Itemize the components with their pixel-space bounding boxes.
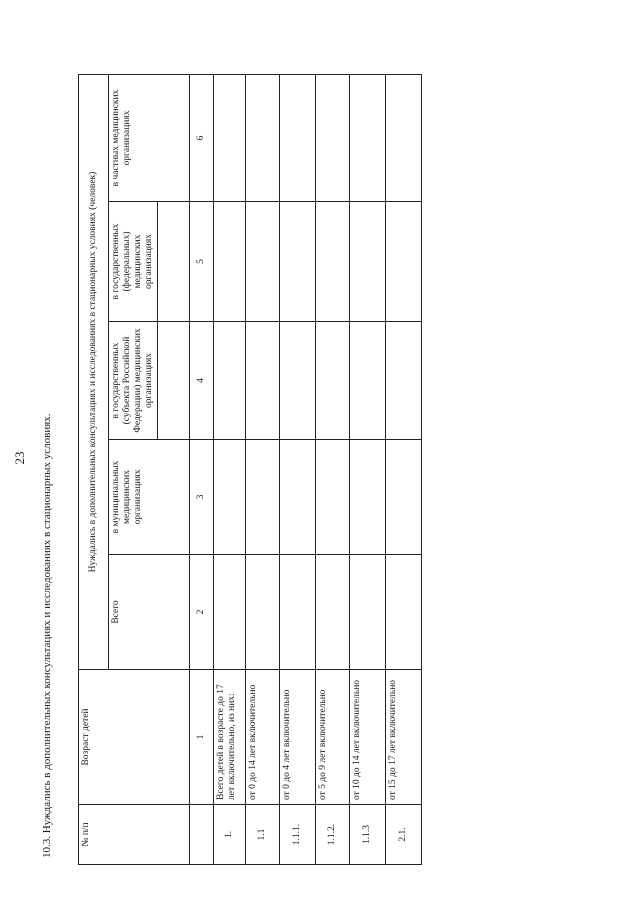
cell-municipal <box>245 440 279 555</box>
row-number: 1.1.2. <box>315 805 349 865</box>
cell-federal <box>385 202 421 322</box>
cell-federal <box>279 202 315 322</box>
cell-total <box>315 555 349 670</box>
cell-total <box>213 555 245 670</box>
header-regional: в государственных (субъекта Российской Федерации) медицинских организациях <box>109 322 158 440</box>
row-label: Всего детей в возрасте до 17 лет включительно, из них: <box>213 670 245 805</box>
header-regional-extra <box>157 322 189 440</box>
cell-regional <box>213 322 245 440</box>
header-private: в частных медицинских организациях <box>109 75 190 202</box>
header-federal-extra <box>157 202 189 322</box>
header-federal: в государственных (федеральных) медицинских организациях <box>109 202 158 322</box>
table-row <box>213 75 245 865</box>
table-row <box>279 75 315 865</box>
cell-private <box>279 75 315 202</box>
table-row <box>385 75 421 865</box>
row-number: 1.1.3 <box>349 805 385 865</box>
header-group: Нуждались в дополнительных консультациях и исследованиях в стационарных условиях (человек) <box>79 75 109 670</box>
header-age: Возраст детей <box>79 670 190 805</box>
table-caption: 10.3. Нуждались в дополнительных консультациях и исследованиях в стационарных условиях. <box>41 413 53 858</box>
row-label: от 0 до 4 лет включительно <box>279 670 315 805</box>
cell-regional <box>349 322 385 440</box>
cell-municipal <box>349 440 385 555</box>
column-number: 2 <box>189 555 213 670</box>
column-number: 6 <box>189 75 213 202</box>
cell-private <box>245 75 279 202</box>
cell-regional <box>315 322 349 440</box>
row-number: 2.1. <box>385 805 421 865</box>
cell-private <box>213 75 245 202</box>
row-label: от 15 до 17 лет включительно <box>385 670 421 805</box>
column-number: 3 <box>189 440 213 555</box>
table-row <box>315 75 349 865</box>
row-number: 1.1.1. <box>279 805 315 865</box>
consultations-table <box>78 74 422 865</box>
cell-private <box>385 75 421 202</box>
cell-federal <box>245 202 279 322</box>
table-row <box>349 75 385 865</box>
cell-total <box>279 555 315 670</box>
cell-private <box>349 75 385 202</box>
cell-federal <box>315 202 349 322</box>
row-label: от 0 до 14 лет включительно <box>245 670 279 805</box>
page-number: 23 <box>12 451 27 465</box>
row-number: 1. <box>213 805 245 865</box>
header-municipal: в муниципальных медицинских организациях <box>109 440 190 555</box>
cell-federal <box>213 202 245 322</box>
cell-municipal <box>213 440 245 555</box>
table-row <box>245 75 279 865</box>
cell-federal <box>349 202 385 322</box>
cell-regional <box>279 322 315 440</box>
cell-municipal <box>385 440 421 555</box>
cell-private <box>315 75 349 202</box>
row-label: от 10 до 14 лет включительно <box>349 670 385 805</box>
cell-total <box>245 555 279 670</box>
row-label: от 5 до 9 лет включительно <box>315 670 349 805</box>
cell-municipal <box>315 440 349 555</box>
cell-regional <box>245 322 279 440</box>
header-total: Всего <box>109 555 190 670</box>
cell-municipal <box>279 440 315 555</box>
column-number-empty <box>189 805 213 865</box>
column-number: 4 <box>189 322 213 440</box>
cell-regional <box>385 322 421 440</box>
cell-total <box>349 555 385 670</box>
column-number: 1 <box>189 670 213 805</box>
cell-total <box>385 555 421 670</box>
header-row-no: № п/п <box>79 805 190 865</box>
row-number: 1.1 <box>245 805 279 865</box>
column-number: 5 <box>189 202 213 322</box>
